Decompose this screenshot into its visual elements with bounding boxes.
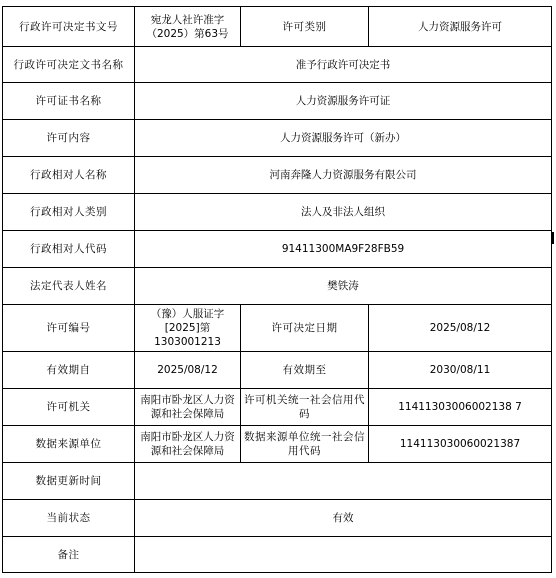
label-valid-to: 有效期至 bbox=[241, 352, 369, 389]
value-counterpart-name: 河南奔隆人力资源服务有限公司 bbox=[135, 157, 552, 194]
row-source-unit bbox=[3, 426, 552, 463]
label-license-type: 许可类别 bbox=[241, 7, 369, 47]
value-authority-code: 11411303006002138 7 bbox=[369, 389, 552, 426]
value-authority: 南阳市卧龙区人力资源和社会保障局 bbox=[135, 389, 241, 426]
value-decision-doc-no: 宛龙人社许准字（2025）第63号 bbox=[135, 7, 241, 47]
row-license-no bbox=[3, 305, 552, 352]
label-counterpart-code: 行政相对人代码 bbox=[3, 231, 135, 268]
label-counterpart-type: 行政相对人类别 bbox=[3, 194, 135, 231]
value-counterpart-code: 91411300MA9F28FB59 bbox=[135, 231, 552, 268]
value-license-type: 人力资源服务许可 bbox=[369, 7, 552, 47]
value-update-time bbox=[135, 463, 552, 500]
row-update-time bbox=[3, 463, 552, 500]
row-counterpart-code bbox=[3, 231, 552, 268]
label-counterpart-name: 行政相对人名称 bbox=[3, 157, 135, 194]
row-status bbox=[3, 500, 552, 537]
license-info-table bbox=[2, 6, 552, 573]
row-decision-doc-no bbox=[3, 7, 552, 47]
label-license-no: 许可编号 bbox=[3, 305, 135, 352]
row-decision-doc-name bbox=[3, 47, 552, 83]
value-content: 人力资源服务许可（新办） bbox=[135, 120, 552, 157]
label-decision-date: 许可决定日期 bbox=[241, 305, 369, 352]
row-legal-rep bbox=[3, 268, 552, 305]
value-valid-to: 2030/08/11 bbox=[369, 352, 552, 389]
value-certificate-name: 人力资源服务许可证 bbox=[135, 83, 552, 120]
value-counterpart-type: 法人及非法人组织 bbox=[135, 194, 552, 231]
label-authority: 许可机关 bbox=[3, 389, 135, 426]
label-remark: 备注 bbox=[3, 537, 135, 573]
label-legal-rep: 法定代表人姓名 bbox=[3, 268, 135, 305]
label-certificate-name: 许可证书名称 bbox=[3, 83, 135, 120]
row-authority bbox=[3, 389, 552, 426]
value-remark bbox=[135, 537, 552, 573]
label-decision-doc-name: 行政许可决定文书名称 bbox=[3, 47, 135, 83]
value-legal-rep: 樊铁涛 bbox=[135, 268, 552, 305]
row-counterpart-type bbox=[3, 194, 552, 231]
row-certificate-name bbox=[3, 83, 552, 120]
text-cursor-mark bbox=[552, 232, 554, 244]
value-source-unit-code: 114113030060021387 bbox=[369, 426, 552, 463]
value-status: 有效 bbox=[135, 500, 552, 537]
label-decision-doc-no: 行政许可决定书文号 bbox=[3, 7, 135, 47]
label-authority-code: 许可机关统一社会信用代码 bbox=[241, 389, 369, 426]
row-content bbox=[3, 120, 552, 157]
label-status: 当前状态 bbox=[3, 500, 135, 537]
value-decision-date: 2025/08/12 bbox=[369, 305, 552, 352]
label-source-unit: 数据来源单位 bbox=[3, 426, 135, 463]
value-source-unit: 南阳市卧龙区人力资源和社会保障局 bbox=[135, 426, 241, 463]
row-validity bbox=[3, 352, 552, 389]
label-source-unit-code: 数据来源单位统一社会信用代码 bbox=[241, 426, 369, 463]
value-license-no: （豫）人服证字[2025]第1303001213 bbox=[135, 305, 241, 352]
value-valid-from: 2025/08/12 bbox=[135, 352, 241, 389]
label-valid-from: 有效期自 bbox=[3, 352, 135, 389]
label-update-time: 数据更新时间 bbox=[3, 463, 135, 500]
value-decision-doc-name: 准予行政许可决定书 bbox=[135, 47, 552, 83]
row-remark bbox=[3, 537, 552, 573]
row-counterpart-name bbox=[3, 157, 552, 194]
label-content: 许可内容 bbox=[3, 120, 135, 157]
